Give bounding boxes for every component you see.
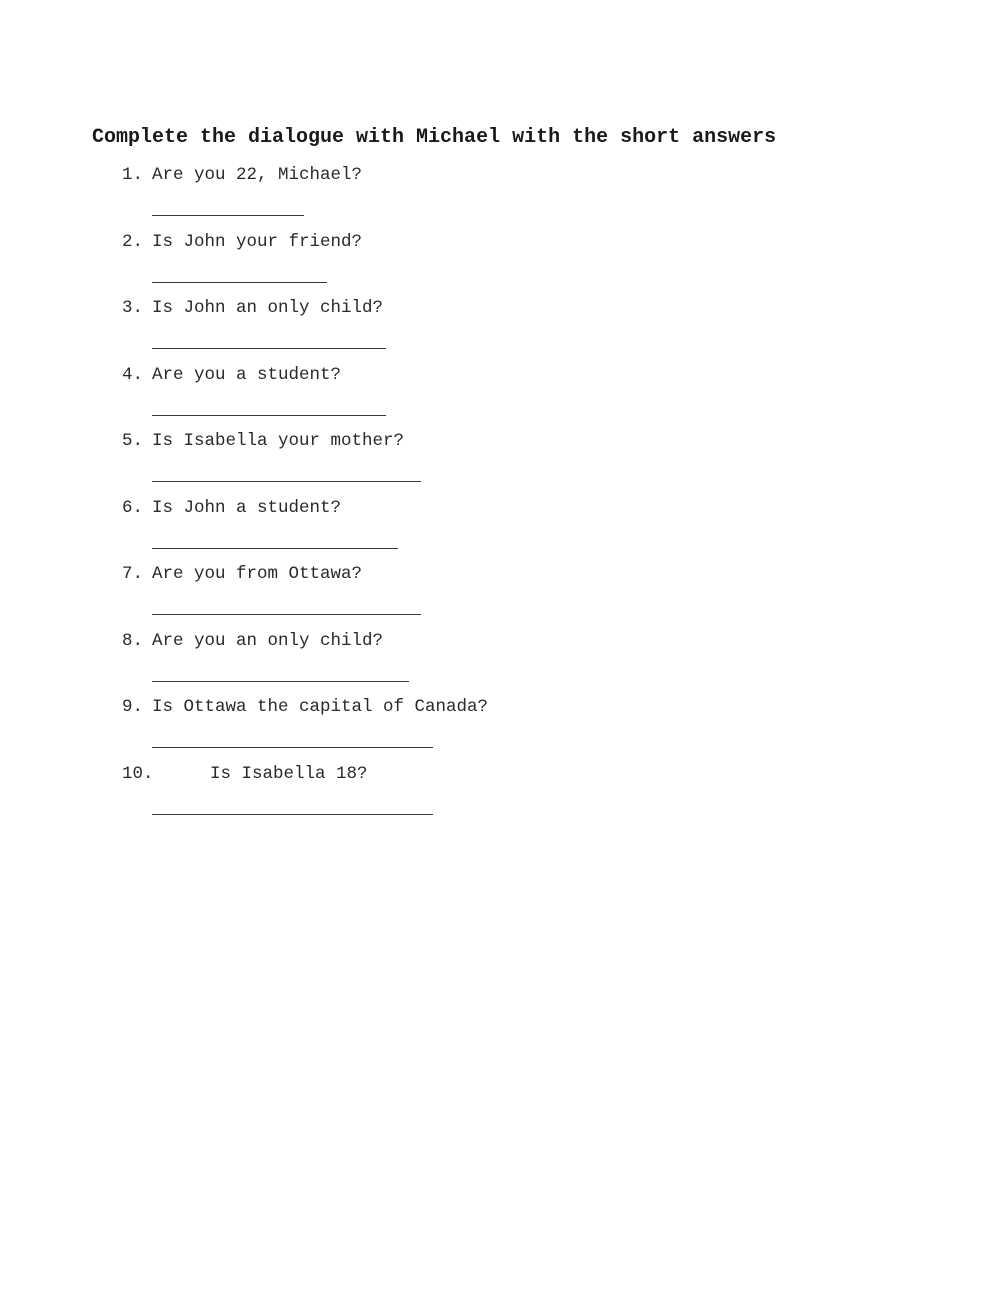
question-text: Is John an only child? — [152, 298, 384, 318]
answer-blank[interactable] — [152, 614, 421, 615]
question-item — [0, 360, 1000, 427]
question-item — [0, 559, 1000, 626]
answer-blank[interactable] — [152, 681, 409, 682]
question-text: Are you an only child? — [152, 630, 384, 651]
question-text: Is John a student? — [152, 497, 342, 518]
question-number: 4. — [122, 364, 144, 385]
question-number: 10. — [122, 763, 154, 784]
question-text: Is Isabella 18? — [210, 763, 368, 784]
answer-blank[interactable] — [152, 215, 304, 216]
question-number: 1. — [122, 165, 144, 185]
question-text: Are you 22, Michael? — [152, 165, 363, 185]
answer-blank[interactable] — [152, 548, 398, 549]
question-text: Are you a student? — [152, 364, 342, 385]
question-item — [0, 626, 1000, 693]
question-number: 7. — [122, 564, 144, 584]
question-number: 2. — [122, 231, 144, 252]
question-number: 5. — [122, 431, 144, 451]
question-item — [0, 160, 1000, 227]
question-list — [0, 160, 1000, 825]
question-number: 9. — [122, 697, 144, 717]
question-text: Is John your friend? — [152, 231, 363, 252]
question-number: 3. — [122, 298, 144, 318]
question-text: Is Isabella your mother? — [152, 431, 405, 451]
question-item — [0, 227, 1000, 294]
question-item — [0, 493, 1000, 560]
question-item — [0, 759, 1000, 826]
question-number: 8. — [122, 630, 144, 651]
question-item — [0, 692, 1000, 759]
question-text: Is Ottawa the capital of Canada? — [152, 697, 489, 717]
worksheet-title: Complete the dialogue with Michael with the short answers — [92, 126, 777, 149]
answer-blank[interactable] — [152, 282, 327, 283]
answer-blank[interactable] — [152, 415, 386, 416]
answer-blank[interactable] — [152, 747, 433, 748]
question-item — [0, 293, 1000, 360]
answer-blank[interactable] — [152, 481, 421, 482]
answer-blank[interactable] — [152, 348, 386, 349]
question-text: Are you from Ottawa? — [152, 564, 363, 584]
answer-blank[interactable] — [152, 814, 433, 815]
question-item — [0, 426, 1000, 493]
question-number: 6. — [122, 497, 144, 518]
